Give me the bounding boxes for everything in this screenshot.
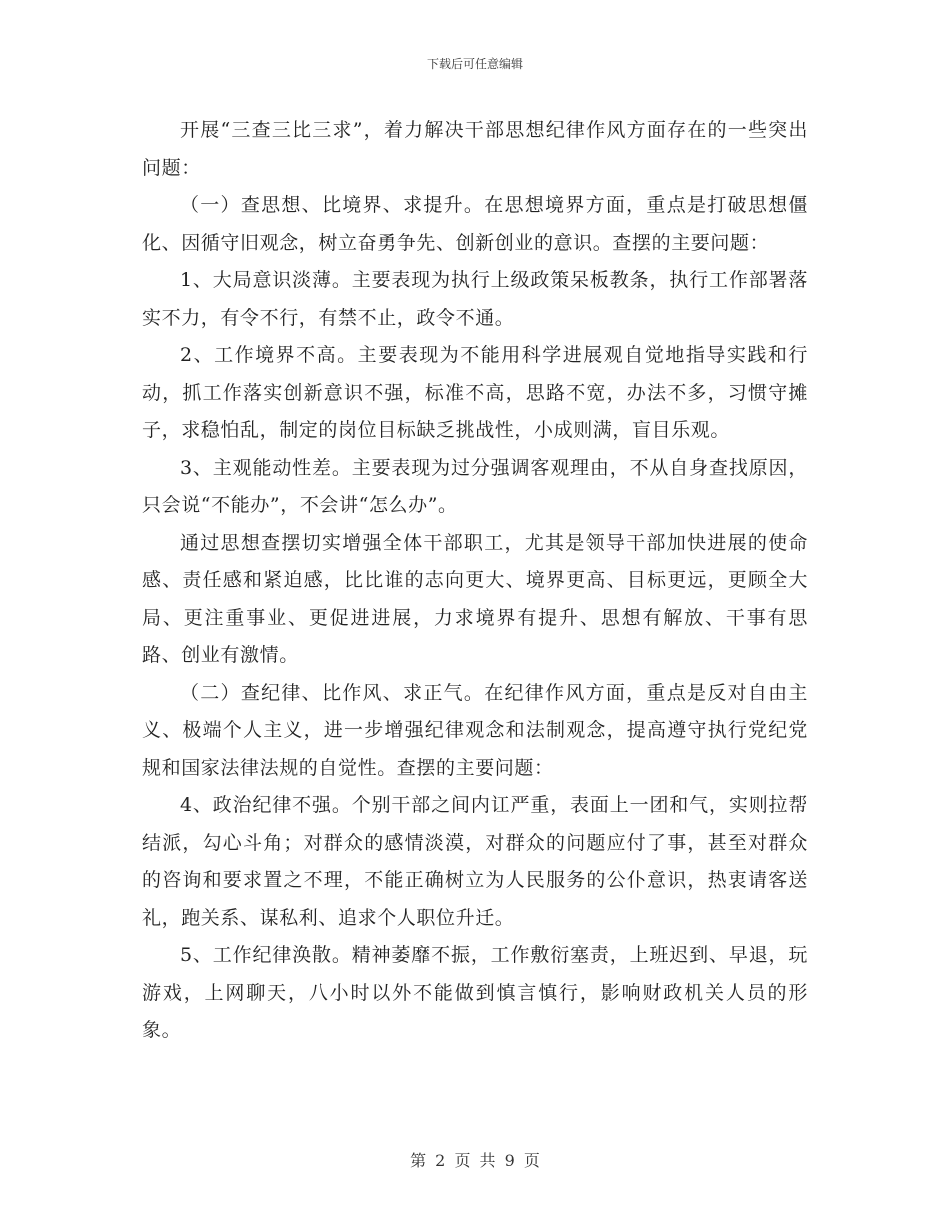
page-number-footer: 第 2 页 共 9 页 (410, 1151, 540, 1170)
page-header: 下载后可任意编辑 (426, 57, 523, 71)
paragraph-section-1: （一）查思想、比境界、求提升。在思想境界方面，重点是打破思想僵化、因循守旧观念，树立奋勇争先、创新创业的意识。查摆的主要问题： (142, 194, 808, 254)
paragraph-intro: 开展“三查三比三求”，着力解决干部思想纪律作风方面存在的一些突出问题： (142, 119, 808, 179)
paragraph-section-2: （二）查纪律、比作风、求正气。在纪律作风方面，重点是反对自由主义、极端个人主义，进一步增强纪律观念和法制观念，提高遵守执行党纪党规和国家法律法规的自觉性。查摆的主要问题： (142, 681, 808, 779)
paragraph-item-1: 1、大局意识淡薄。主要表现为执行上级政策呆板教条，执行工作部署落实不力，有令不行，有禁不止，政令不通。 (142, 269, 808, 329)
paragraph-item-3: 3、主观能动性差。主要表现为过分强调客观理由，不从自身查找原因，只会说“不能办”，不会讲“怎么办”。 (142, 456, 808, 516)
paragraph-item-2: 2、工作境界不高。主要表现为不能用科学进展观自觉地指导实践和行动，抓工作落实创新意识不强，标准不高，思路不宽，办法不多，习惯守摊子，求稳怕乱，制定的岗位目标缺乏挑战性，小成则满，盲目乐观。 (142, 344, 808, 441)
document-body (142, 112, 808, 1050)
paragraph-item-5: 5、工作纪律涣散。精神萎靡不振，工作敷衍塞责，上班迟到、早退，玩游戏，上网聊天，八小时以外不能做到慎言慎行，影响财政机关人员的形象。 (142, 944, 808, 1041)
paragraph-summary: 通过思想查摆切实增强全体干部职工，尤其是领导干部加快进展的使命感、责任感和紧迫感，比比谁的志向更大、境界更高、目标更远，更顾全大局、更注重事业、更促进进展，力求境界有提升、思想有解放、干事有思路、创业有激情。 (142, 531, 808, 666)
paragraph-item-4: 4、政治纪律不强。个别干部之间内讧严重，表面上一团和气，实则拉帮结派，勾心斗角；对群众的感情淡漠，对群众的问题应付了事，甚至对群众的咨询和要求置之不理，不能正确树立为人民服务的公仆意识，热衷请客送礼，跑关系、谋私利、追求个人职位升迁。 (142, 794, 808, 929)
